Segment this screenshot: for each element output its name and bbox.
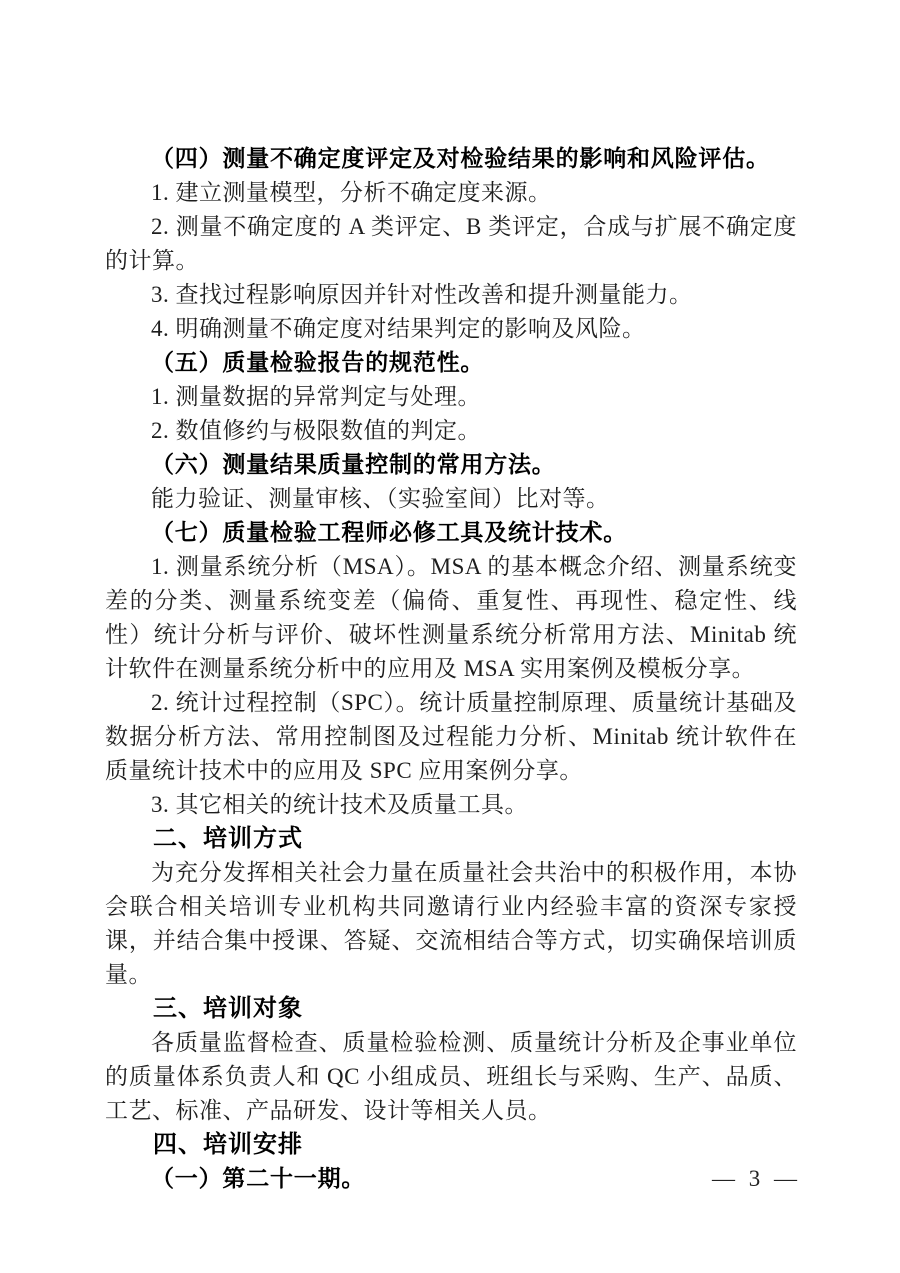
numbered-item-5-1: 1. 测量数据的异常判定与处理。 xyxy=(151,384,481,409)
numbered-item-4-1: 1. 建立测量模型，分析不确定度来源。 xyxy=(151,180,552,205)
numbered-item-4-3: 3. 查找过程影响原因并针对性改善和提升测量能力。 xyxy=(151,282,693,307)
section-heading-training-method: 二、培训方式 xyxy=(153,825,303,852)
subsection-heading-5: （五）质量检验报告的规范性。 xyxy=(151,350,485,375)
body-paragraph-training-method: 为充分发挥相关社会力量在质量社会共治中的积极作用，本协会联合相关培训专业机构共同邀请行业内经验丰富的资深专家授课，并结合集中授课、答疑、交流相结合等方式，切实确保培训质量。 xyxy=(105,860,797,987)
numbered-item-7-2: 2. 统计过程控制（SPC）。统计质量控制原理、质量统计基础及数据分析方法、常用控制图及过程能力分析、Minitab 统计软件在质量统计技术中的应用及 SPC 应用案例分享。 xyxy=(105,690,797,783)
numbered-item-7-1: 1. 测量系统分析（MSA）。MSA 的基本概念介绍、测量系统变差的分类、测量系统变差（偏倚、重复性、再现性、稳定性、线性）统计分析与评价、破坏性测量系统分析常用方法、Minitab 统计软件在测量系统分析中的应用及 MSA 实用案例及模板分享。 xyxy=(105,554,797,681)
page-number: — 3 — xyxy=(712,1166,801,1191)
subsection-heading-4: （四）测量不确定度评定及对检验结果的影响和风险评估。 xyxy=(151,146,770,171)
numbered-item-4-4: 4. 明确测量不确定度对结果判定的影响及风险。 xyxy=(151,316,646,341)
subsection-heading-term-21: （一）第二十一期。 xyxy=(151,1166,366,1191)
body-paragraph-training-audience: 各质量监督检查、质量检验检测、质量统计分析及企事业单位的质量体系负责人和 QC 小组成员、班组长与采购、生产、品质、工艺、标准、产品研发、设计等相关人员。 xyxy=(105,1030,797,1123)
subsection-heading-6: （六）测量结果质量控制的常用方法。 xyxy=(151,452,556,477)
body-paragraph-6: 能力验证、测量审核、（实验室间）比对等。 xyxy=(151,486,610,511)
numbered-item-5-2: 2. 数值修约与极限数值的判定。 xyxy=(151,418,481,443)
document-body xyxy=(105,142,797,1196)
numbered-item-7-3: 3. 其它相关的统计技术及质量工具。 xyxy=(151,792,528,817)
section-heading-training-schedule: 四、培训安排 xyxy=(153,1131,303,1158)
section-heading-training-audience: 三、培训对象 xyxy=(153,995,303,1022)
numbered-item-4-2: 2. 测量不确定度的 A 类评定、B 类评定，合成与扩展不确定度的计算。 xyxy=(105,214,797,273)
subsection-heading-7: （七）质量检验工程师必修工具及统计技术。 xyxy=(151,520,627,545)
